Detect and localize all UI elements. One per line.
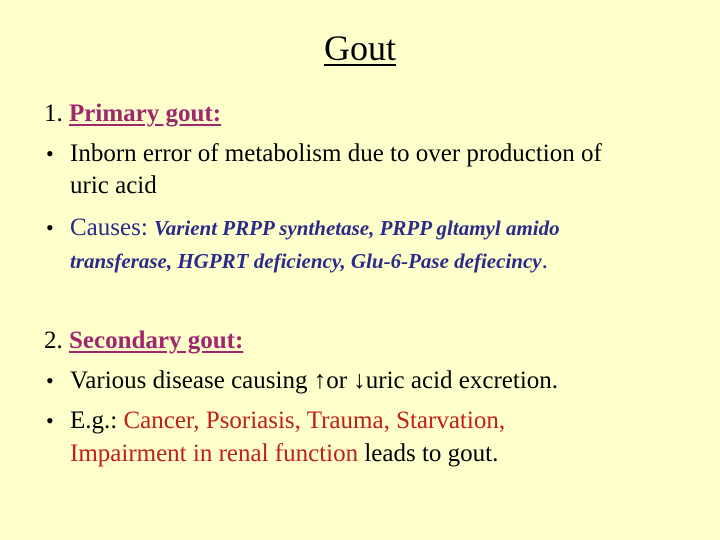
causes-line1	[70, 213, 560, 243]
down-arrow-icon: ↓	[353, 367, 366, 394]
eg-end: leads to gout.	[358, 440, 499, 467]
causes-end: .	[541, 247, 548, 274]
secondary-number: 2.	[44, 327, 63, 354]
eg-red-line1: Cancer, Psoriasis, Trauma, Starvation,	[123, 407, 506, 434]
primary-bullet1-line1: Inborn error of metabolism due to over production of	[70, 140, 602, 167]
eg-red-line2: Impairment in renal function	[70, 440, 359, 467]
causes-text-2: transferase, HGPRT deficiency, Glu-6-Pase defiecincy	[70, 249, 542, 273]
primary-bullet1-line2: uric acid	[70, 172, 157, 199]
causes-text-1: Varient PRPP synthetase, PRPP gltamyl amido	[154, 216, 560, 240]
eg-label: E.g.:	[70, 407, 124, 434]
bullet-icon: •	[46, 141, 54, 166]
slide-title: Gout	[324, 28, 396, 68]
secondary-bullet1-part2: or	[326, 367, 354, 394]
secondary-heading: Secondary gout:	[69, 327, 244, 354]
eg-line2	[70, 439, 498, 469]
secondary-bullet1-part3: uric acid excretion.	[365, 367, 559, 394]
eg-line1	[70, 406, 505, 436]
up-arrow-icon: ↑	[313, 367, 327, 394]
bullet-icon: •	[46, 408, 54, 433]
primary-heading-line	[44, 99, 221, 129]
secondary-heading-line	[44, 326, 243, 356]
causes-line2	[70, 246, 548, 276]
secondary-bullet1-part1: Various disease causing	[70, 367, 314, 394]
bullet-icon: •	[46, 215, 54, 240]
primary-heading: Primary gout:	[69, 100, 222, 127]
causes-label: Causes:	[70, 214, 155, 241]
bullet-icon: •	[46, 368, 54, 393]
primary-number: 1.	[44, 100, 63, 127]
secondary-bullet1	[70, 366, 558, 396]
